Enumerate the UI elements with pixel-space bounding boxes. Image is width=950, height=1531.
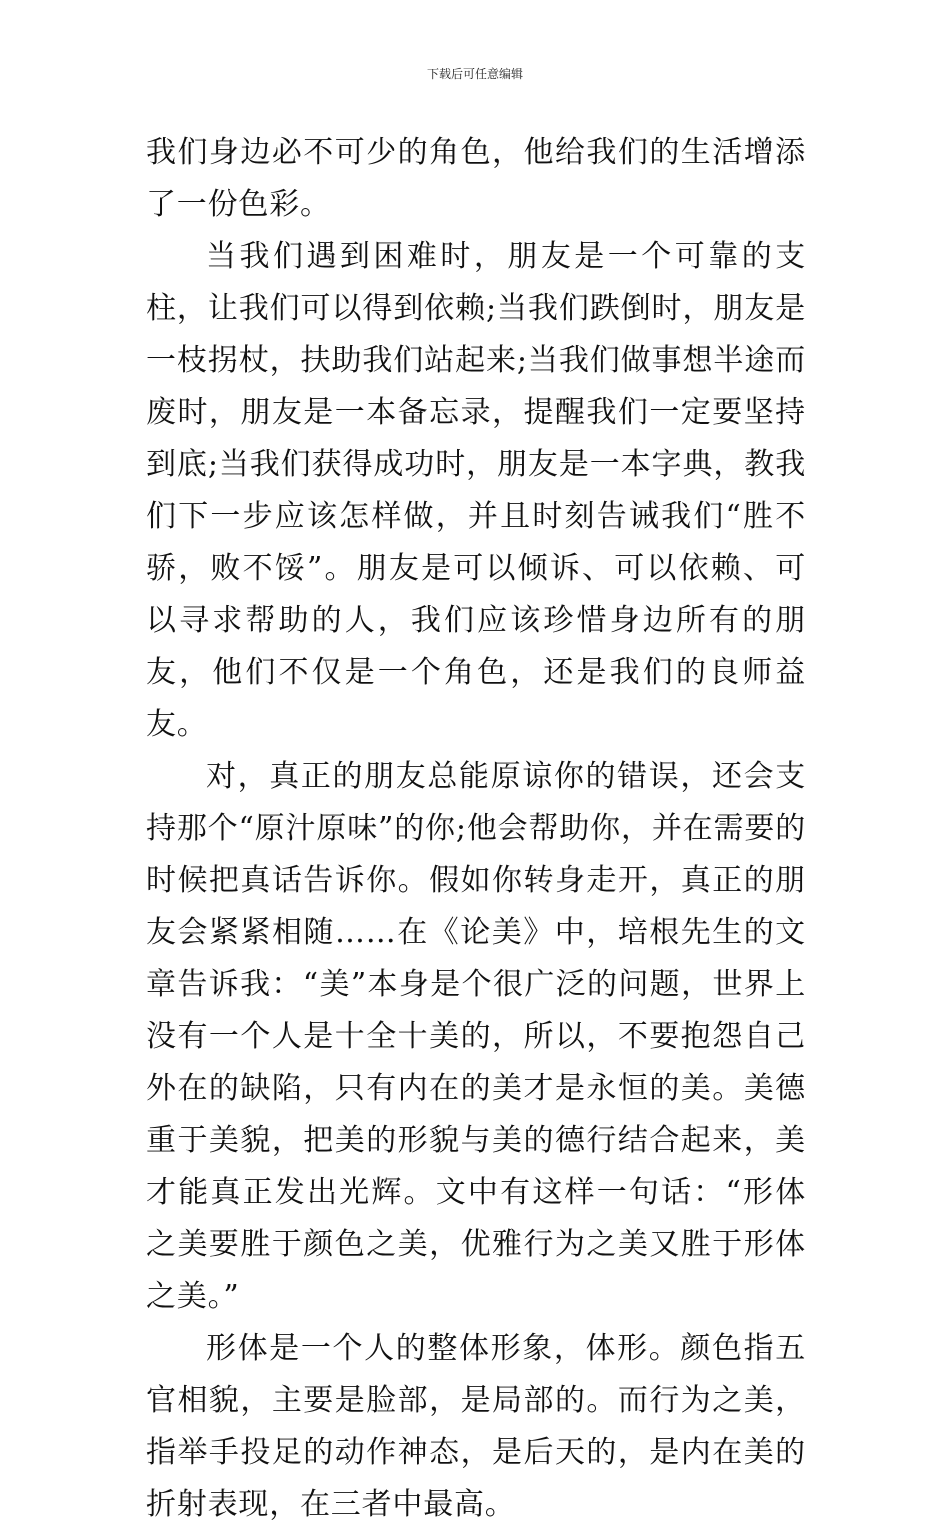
document-body	[146, 127, 806, 1531]
paragraph-friend-support: 当我们遇到困难时，朋友是一个可靠的支柱，让我们可以得到依赖;当我们跌倒时，朋友是一枝拐杖，扶助我们站起来;当我们做事想半途而废时，朋友是一本备忘录，提醒我们一定要坚持到底;当我们获得成功时，朋友是一本字典，教我们下一步应该怎样做，并且时刻告诫我们“胜不骄，败不馁”。朋友是可以倾诉、可以依赖、可以寻求帮助的人，我们应该珍惜身边所有的朋友，他们不仅是一个角色，还是我们的良师益友。	[146, 239, 806, 742]
paragraph-form-and-behavior: 形体是一个人的整体形象，体形。颜色指五官相貌，主要是脸部，是局部的。而行为之美，指举手投足的动作神态，是后天的，是内在美的折射表现，在三者中最高。	[146, 1331, 806, 1522]
page-header: 下载后可任意编辑	[426, 67, 523, 81]
paragraph-true-friend-beauty: 对，真正的朋友总能原谅你的错误，还会支持那个“原汁原味”的你;他会帮助你，并在需要的时候把真话告诉你。假如你转身走开，真正的朋友会紧紧相随……在《论美》中，培根先生的文章告诉我：“美”本身是个很广泛的问题，世界上没有一个人是十全十美的，所以，不要抱怨自己外在的缺陷，只有内在的美才是永恒的美。美德重于美貌，把美的形貌与美的德行结合起来，美才能真正发出光辉。文中有这样一句话：“形体之美要胜于颜色之美，优雅行为之美又胜于形体之美。”	[146, 759, 806, 1314]
paragraph-continued: 我们身边必不可少的角色，他给我们的生活增添了一份色彩。	[146, 135, 806, 222]
